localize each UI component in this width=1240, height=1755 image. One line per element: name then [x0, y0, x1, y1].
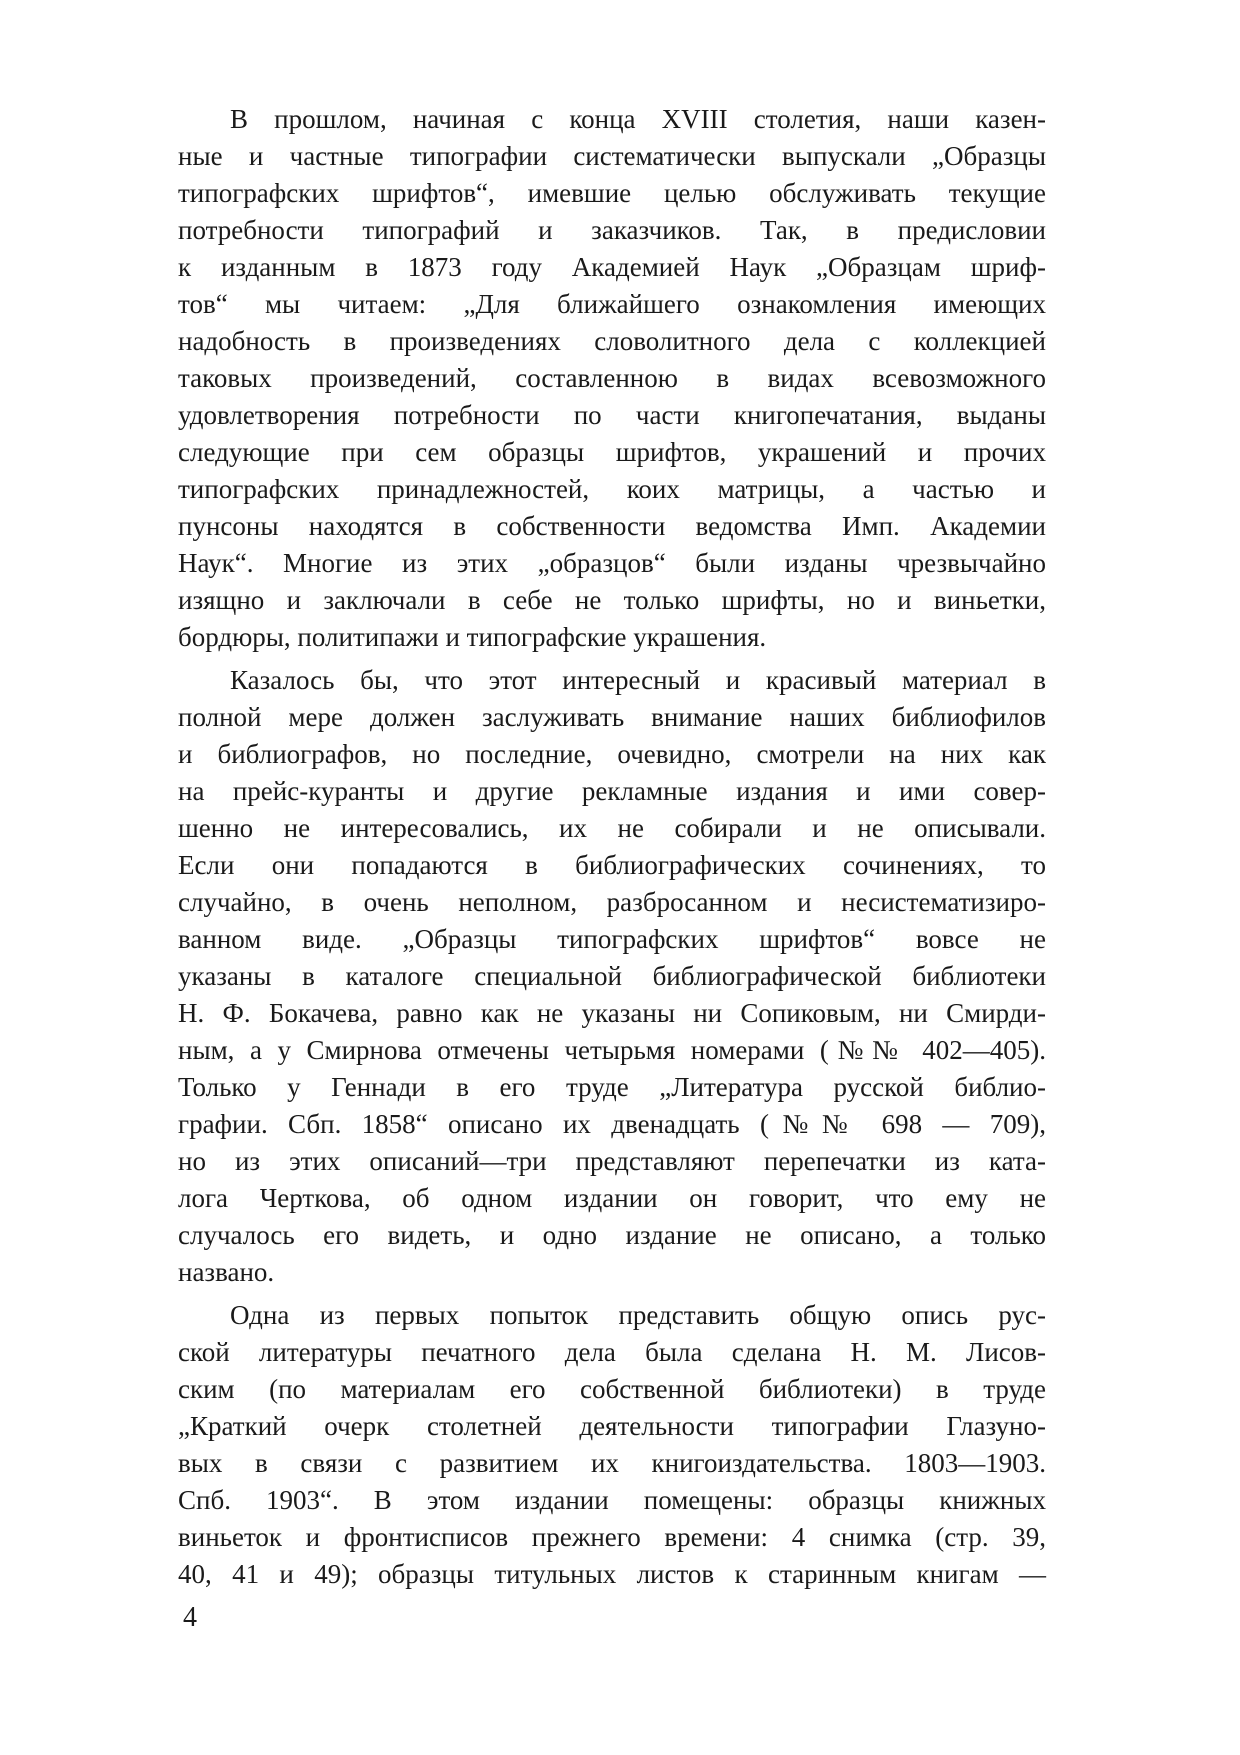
text-line: шенно не интересовались, их не собирали и не описывали.	[178, 813, 1046, 843]
text-line: и библиографов, но последние, очевидно, смотрели на них как	[178, 739, 1046, 769]
text-line: тов“ мы читаем: „Для ближайшего ознакомления имеющих	[178, 289, 1046, 319]
text-line: Н. Ф. Бокачева, равно как не указаны ни Сопиковым, ни Смирди-	[178, 998, 1046, 1028]
text-line: 40, 41 и 49); образцы титульных листов к старинным книгам —	[178, 1559, 1046, 1589]
text-line: ные и частные типографии систематически выпускали „Образцы	[178, 141, 1046, 171]
paragraph-3	[178, 1297, 1046, 1593]
text-line: типографских принадлежностей, коих матрицы, а частью и	[178, 474, 1046, 504]
text-line: указаны в каталоге специальной библиографической библиотеки	[178, 961, 1046, 991]
text-line: В прошлом, начиная с конца XVIII столетия, наши казен-	[230, 104, 1046, 134]
paragraph-1	[178, 101, 1046, 656]
text-line: но из этих описаний—три представляют перепечатки из ката-	[178, 1146, 1046, 1176]
text-line: Одна из первых попыток представить общую опись рус-	[230, 1300, 1046, 1330]
text-line: виньеток и фронтисписов прежнего времени: 4 снимка (стр. 39,	[178, 1522, 1046, 1552]
text-line: Казалось бы, что этот интересный и красивый материал в	[230, 665, 1046, 695]
text-line: „Краткий очерк столетней деятельности типографии Глазуно-	[178, 1411, 1046, 1441]
text-line: таковых произведений, составленною в видах всевозможного	[178, 363, 1046, 393]
text-line: следующие при сем образцы шрифтов, украшений и прочих	[178, 437, 1046, 467]
text-line: лога Черткова, об одном издании он говорит, что ему не	[178, 1183, 1046, 1213]
body-text	[178, 101, 1046, 1593]
text-line: типографских шрифтов“, имевшие целью обслуживать текущие	[178, 178, 1046, 208]
text-line: ским (по материалам его собственной библиотеки) в труде	[178, 1374, 1046, 1404]
text-line: названо.	[178, 1257, 275, 1287]
paragraph-2	[178, 662, 1046, 1291]
text-line: Если они попадаются в библиографических сочинениях, то	[178, 850, 1046, 880]
text-line: ным, а у Смирнова отмечены четырьмя номерами (№№ 402—405).	[178, 1035, 1046, 1065]
text-line: удовлетворения потребности по части книгопечатания, выданы	[178, 400, 1046, 430]
text-line: Наук“. Многие из этих „образцов“ были изданы чрезвычайно	[178, 548, 1046, 578]
text-line: бордюры, политипажи и типографские украшения.	[178, 622, 767, 652]
text-line: пунсоны находятся в собственности ведомства Имп. Академии	[178, 511, 1046, 541]
text-line: графии. Сбп. 1858“ описано их двенадцать (№№ 698 — 709),	[178, 1109, 1046, 1139]
text-line: ской литературы печатного дела была сделана Н. М. Лисов-	[178, 1337, 1046, 1367]
text-line: Только у Геннади в его труде „Литература русской библио-	[178, 1072, 1046, 1102]
text-line: Спб. 1903“. В этом издании помещены: образцы книжных	[178, 1485, 1046, 1515]
page-number: 4	[183, 1602, 197, 1633]
text-line: изящно и заключали в себе не только шрифты, но и виньетки,	[178, 585, 1046, 615]
text-line: на прейс-куранты и другие рекламные издания и ими совер-	[178, 776, 1046, 806]
text-line: полной мере должен заслуживать внимание наших библиофилов	[178, 702, 1046, 732]
text-line: вых в связи с развитием их книгоиздательства. 1803—1903.	[178, 1448, 1046, 1478]
text-line: к изданным в 1873 году Академией Наук „Образцам шриф-	[178, 252, 1046, 282]
text-line: потребности типографий и заказчиков. Так, в предисловии	[178, 215, 1046, 245]
text-line: надобность в произведениях словолитного дела с коллекцией	[178, 326, 1046, 356]
text-line: ванном виде. „Образцы типографских шрифтов“ вовсе не	[178, 924, 1046, 954]
text-line: случалось его видеть, и одно издание не описано, а только	[178, 1220, 1046, 1250]
text-line: случайно, в очень неполном, разбросанном и несистематизиро-	[178, 887, 1046, 917]
